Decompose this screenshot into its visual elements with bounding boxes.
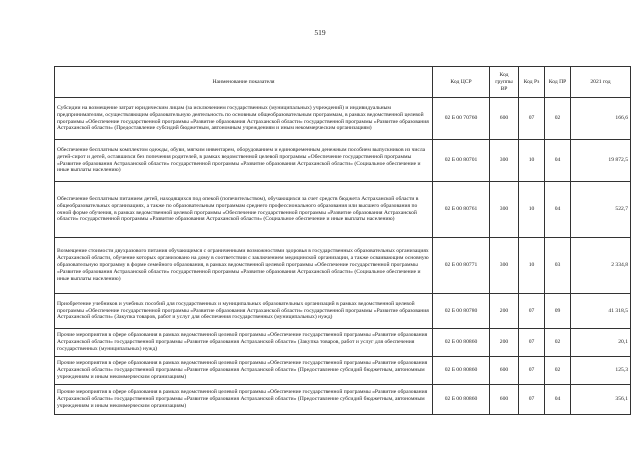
row-amount: 2 334,8 bbox=[571, 238, 631, 294]
table-row bbox=[55, 98, 631, 140]
row-rz: 10 bbox=[519, 238, 545, 294]
row-amount: 125,3 bbox=[571, 357, 631, 385]
row-name: Обеспечение бесплатным комплектом одежды, обуви, мягким инвентарем, оборудованием и единовременным денежным пособием выпускников из числа детей-сирот и детей, оставшихся без попечения родителей, в рамках ведомственной целевой программы «Обеспечение государственной программы «Развитие образования Астраханской области» государственной программы «Развитие образования Астраханской области» (Социальное обеспечение и иные выплаты населению) bbox=[55, 140, 433, 182]
table-row bbox=[55, 182, 631, 238]
row-amount: 356,1 bbox=[571, 385, 631, 415]
row-csr: 02 Б 00 80780 bbox=[433, 294, 490, 329]
row-vr: 200 bbox=[490, 329, 519, 357]
header-csr: Код ЦСР bbox=[433, 67, 490, 98]
row-vr: 200 bbox=[490, 294, 519, 329]
row-rz: 07 bbox=[519, 357, 545, 385]
row-amount: 166,6 bbox=[571, 98, 631, 140]
header-vr: Код группы ВР bbox=[490, 67, 519, 98]
row-pr: 04 bbox=[545, 182, 571, 238]
table-header-row bbox=[55, 67, 631, 98]
row-amount: 19 872,5 bbox=[571, 140, 631, 182]
row-vr: 600 bbox=[490, 98, 519, 140]
row-csr: 02 Б 00 70760 bbox=[433, 98, 490, 140]
row-rz: 07 bbox=[519, 385, 545, 415]
row-csr: 02 Б 00 80860 bbox=[433, 385, 490, 415]
row-rz: 07 bbox=[519, 329, 545, 357]
row-name: Возмещение стоимости двухразового питания обучающимся с ограниченными возможностями здоровья в государственных образовательных организациях Астраханской области, обучение которых организовано на дому в соответствии с заключением медицинской организации, а также осваивающим основную образовательную программу в форме семейного образования, в рамках ведомственной целевой программы «Обеспечение государственной программы «Развитие образования Астраханской области» государственной программы «Развитие образования Астраханской области» (Социальное обеспечение и иные выплаты населению) bbox=[55, 238, 433, 294]
row-name: Прочие мероприятия в сфере образования в рамках ведомственной целевой программы «Обеспечение государственной программы «Развитие образования Астраханской области» государственной программы «Развитие образования Астраханской области» (Предоставление субсидий бюджетным, автономным учреждениям и иным некоммерческим организациям) bbox=[55, 357, 433, 385]
table-row bbox=[55, 357, 631, 385]
row-name: Прочие мероприятия в сфере образования в рамках ведомственной целевой программы «Обеспечение государственной программы «Развитие образования Астраханской области» государственной программы «Развитие образования Астраханской области» (Закупка товаров, работ и услуг для обеспечения государственных (муниципальных) нужд) bbox=[55, 329, 433, 357]
row-csr: 02 Б 00 80761 bbox=[433, 182, 490, 238]
budget-table bbox=[54, 66, 631, 415]
row-pr: 02 bbox=[545, 98, 571, 140]
row-rz: 10 bbox=[519, 182, 545, 238]
header-pr: Код ПР bbox=[545, 67, 571, 98]
header-rz: Код Рз bbox=[519, 67, 545, 98]
row-vr: 300 bbox=[490, 140, 519, 182]
row-rz: 10 bbox=[519, 140, 545, 182]
row-pr: 02 bbox=[545, 357, 571, 385]
row-amount: 41 318,5 bbox=[571, 294, 631, 329]
table-row bbox=[55, 385, 631, 415]
header-year: 2021 год bbox=[571, 67, 631, 98]
row-vr: 300 bbox=[490, 182, 519, 238]
row-pr: 04 bbox=[545, 385, 571, 415]
row-vr: 600 bbox=[490, 385, 519, 415]
row-name: Обеспечение бесплатным питанием детей, находящихся под опекой (попечительством), обучающихся за счет средств бюджета Астраханской области в общеобразовательных организациях, а также по образовательным программам среднего профессионального образования или высшего образования по очной форме обучения, в рамках ведомственной целевой программы «Обеспечение государственной программы «Развитие образования Астраханской области» государственной программы «Развитие образования Астраханской области» (Социальное обеспечение и иные выплаты населению) bbox=[55, 182, 433, 238]
row-pr: 03 bbox=[545, 238, 571, 294]
row-csr: 02 Б 00 80701 bbox=[433, 140, 490, 182]
table-row bbox=[55, 294, 631, 329]
row-vr: 600 bbox=[490, 357, 519, 385]
row-rz: 07 bbox=[519, 98, 545, 140]
row-name: Субсидии на возмещение затрат юридическим лицам (за исключением государственных (муниципальных) учреждений) и индивидуальным предпринимателям, осуществляющим образовательную деятельность по основным общеобразовательным программам, в рамках ведомственной целевой программы «Обеспечение государственной программы «Развитие образования Астраханской области» государственной программы «Развитие образования Астраханской области» (Предоставление субсидий бюджетным, автономным учреждениям и иным некоммерческим организациям) bbox=[55, 98, 433, 140]
row-amount: 522,7 bbox=[571, 182, 631, 238]
row-csr: 02 Б 00 80860 bbox=[433, 357, 490, 385]
row-csr: 02 Б 00 80860 bbox=[433, 329, 490, 357]
row-csr: 02 Б 00 80771 bbox=[433, 238, 490, 294]
page-number: 519 bbox=[314, 28, 326, 37]
table-row bbox=[55, 238, 631, 294]
row-pr: 02 bbox=[545, 329, 571, 357]
row-amount: 20,1 bbox=[571, 329, 631, 357]
header-name: Наименование показателя bbox=[55, 67, 433, 98]
row-pr: 09 bbox=[545, 294, 571, 329]
row-rz: 07 bbox=[519, 294, 545, 329]
row-pr: 04 bbox=[545, 140, 571, 182]
table-row bbox=[55, 329, 631, 357]
row-name: Прочие мероприятия в сфере образования в рамках ведомственной целевой программы «Обеспечение государственной программы «Развитие образования Астраханской области» государственной программы «Развитие образования Астраханской области» (Предоставление субсидий бюджетным, автономным учреждениям и иным некоммерческим организациям) bbox=[55, 385, 433, 415]
row-vr: 300 bbox=[490, 238, 519, 294]
table-row bbox=[55, 140, 631, 182]
row-name: Приобретение учебников и учебных пособий для государственных и муниципальных образовательных организаций в рамках ведомственной целевой программы «Обеспечение государственной программы «Развитие образования Астраханской области» государственной программы «Развитие образования Астраханской области» (Закупка товаров, работ и услуг для обеспечения государственных (муниципальных) нужд) bbox=[55, 294, 433, 329]
